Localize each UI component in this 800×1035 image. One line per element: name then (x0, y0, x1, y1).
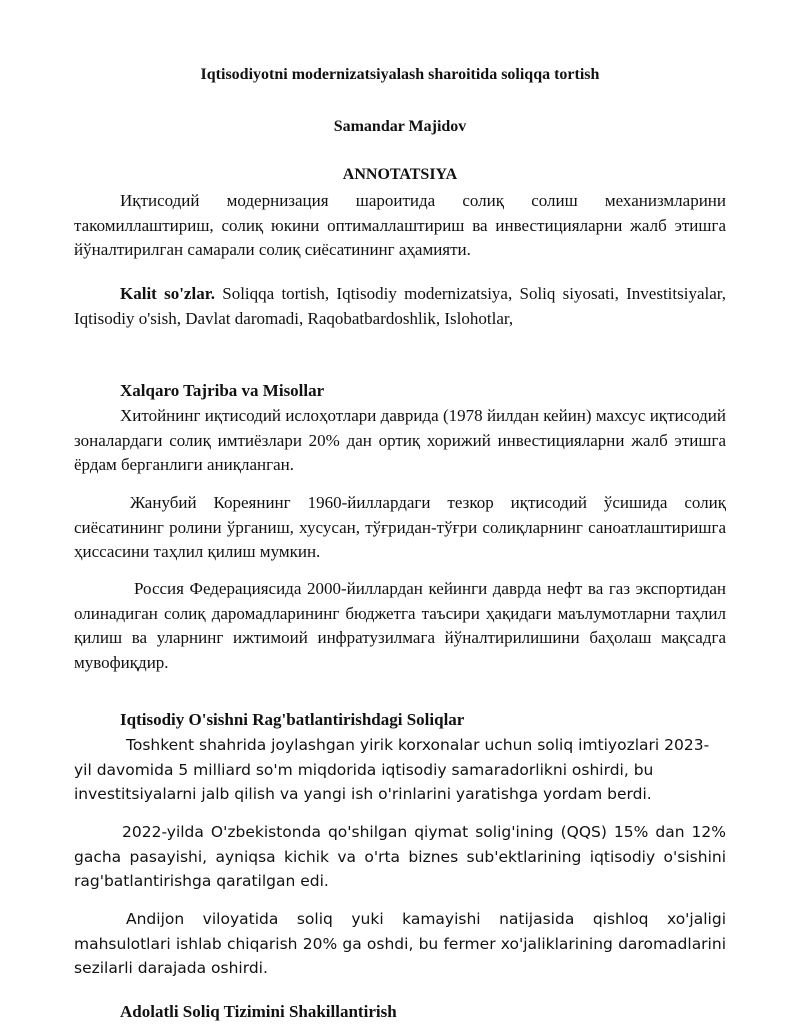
keywords-text: Soliqqa tortish, Iqtisodiy modernizatsiya, Soliq siyosati, Investitsiyalar, Iqtisodiy o'sish, Davlat daromadi, Raqobatbardoshlik, Islohotlar, (74, 284, 727, 328)
paragraph-vat: 2022-yilda O'zbekistonda qo'shilgan qiymat solig'ining (QQS) 15% dan 12% gacha pasayishi, ayniqsa kichik va o'rta biznes sub'ektlarining iqtisodiy o'sishini rag'batlantirishga qaratilgan edi. (74, 823, 726, 890)
section-heading-growth: Iqtisodiy O'sishni Rag'batlantirishdagi Soliqlar (120, 710, 465, 729)
paragraph-andijan: Andijon viloyatida soliq yuki kamayishi natijasida qishloq xo'jaligi mahsulotlari ishlab chiqarish 20% ga oshdi, bu fermer xo'jaliklarining daromadlarini sezilarli darajada oshirdi. (74, 910, 726, 977)
keywords-paragraph (74, 282, 726, 331)
keywords-label: Kalit so'zlar. (120, 284, 215, 303)
paragraph-china: Хитойнинг иқтисодий ислоҳотлари даврида (1978 йилдан кейин) махсус иқтисодий зоналардаги солиқ имтиёзлари 20% дан ортиқ хорижий инвестицияларни жалб этишга ёрдам берганлиги аниқланган. (74, 406, 726, 474)
annotation-heading: ANNOTATSIYA (342, 166, 458, 183)
annotation-text: Иқтисодий модернизация шароитида солиқ солиш механизмларини такомиллаштириш, солиқ юкини оптималлаштириш ва инвестицияларни жалб этишга йўналтирилган самарали солиқ сиёсатининг аҳамияти. (74, 191, 726, 259)
paragraph-russia: Россия Федерациясида 2000-йиллардан кейинги даврда нефт ва газ экспортидан олинадиган солиқ даромадларининг бюджетга таъсири ҳақидаги маълумотларни таҳлил қилиш ва уларнинг ижтимоий инфратузилмага йўналтирилишини баҳолаш мақсадга мувофиқдир. (74, 579, 726, 672)
paragraph-tashkent: Toshkent shahrida joylashgan yirik korxonalar uchun soliq imtiyozlari 2023-yil davomida 5 milliard so'm miqdorida iqtisodiy samaradorlikni oshirdi, bu investitsiyalarni jalb qilish va yangi ish o'rinlarini yaratishga yordam berdi. (74, 736, 710, 803)
document-title: Iqtisodiyotni modernizatsiyalash sharoitida soliqqa tortish (200, 66, 600, 83)
section-heading-fair-tax: Adolatli Soliq Tizimini Shakillantirish (120, 1002, 397, 1021)
author-name: Samandar Majidov (333, 118, 467, 135)
paragraph-korea: Жанубий Кореянинг 1960-йиллардаги тезкор иқтисодий ўсишида солиқ сиёсатининг ролини ўрганиш, хусусан, тўғридан-тўғри солиқларнинг саноатлаштиришга ҳиссасини таҳлил қилиш мумкин. (74, 493, 726, 561)
section-heading-international: Xalqaro Tajriba va Misollar (120, 381, 325, 400)
